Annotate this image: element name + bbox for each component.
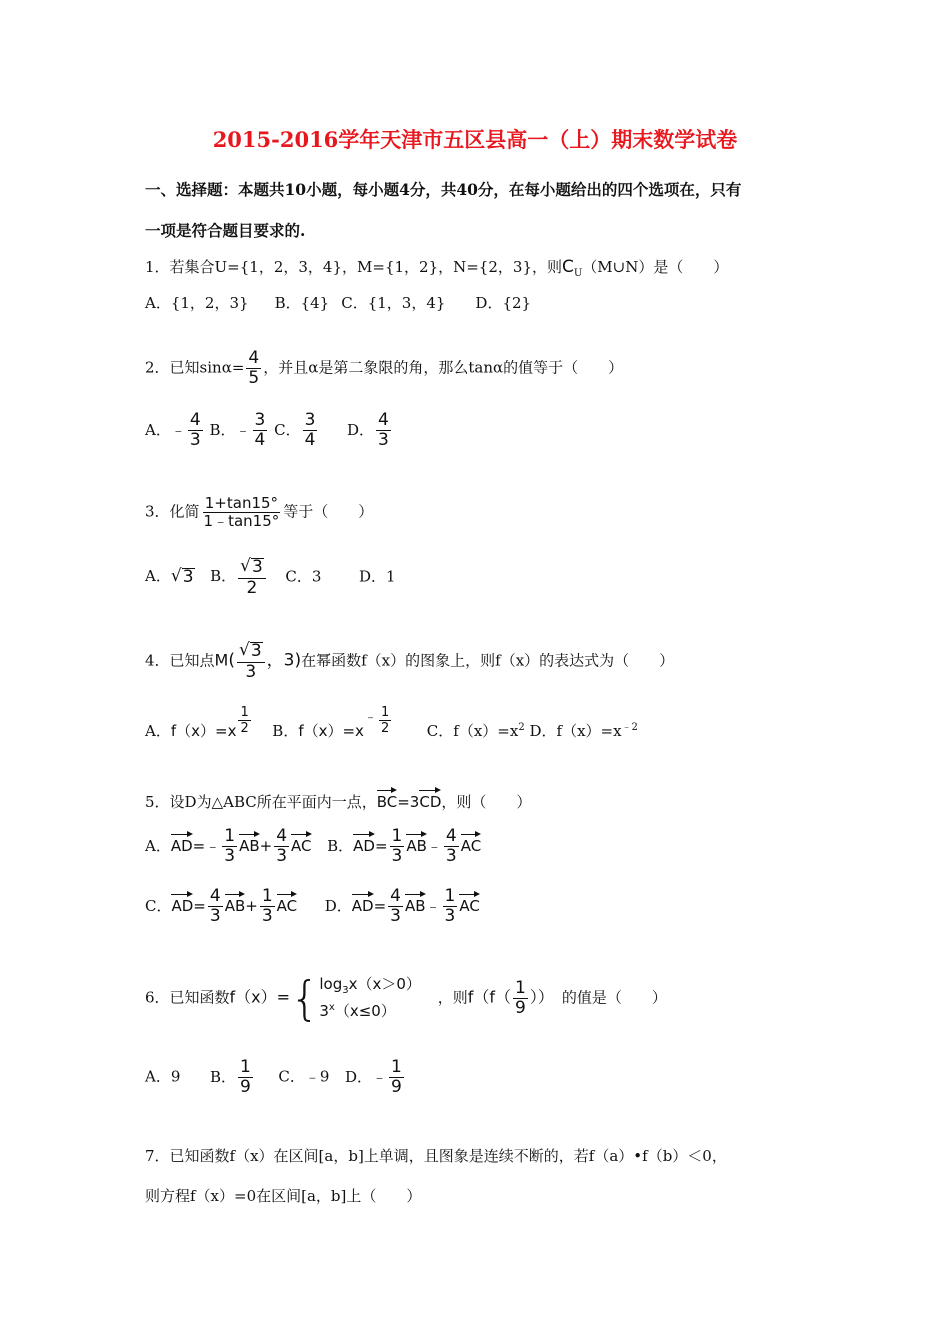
q5-option-b bbox=[327, 826, 482, 866]
equals: = bbox=[192, 836, 206, 855]
q6-option-a: A．9 bbox=[145, 1067, 181, 1086]
fraction-numerator: 4 bbox=[209, 886, 221, 906]
log-base: 3 bbox=[342, 985, 349, 996]
option-label: B． bbox=[209, 1067, 236, 1086]
exponent: 2 bbox=[518, 722, 525, 733]
q3-option-d: D．1 bbox=[358, 567, 396, 586]
fraction-denominator: 3 bbox=[224, 846, 236, 866]
vector-ad: AD bbox=[353, 831, 375, 855]
fraction bbox=[237, 642, 265, 681]
section-heading-line1: 一、选择题：本题共10小题，每小题4分，共40分，在每小题给出的四个选项在，只有 bbox=[145, 180, 742, 199]
fraction-numerator: 1 bbox=[261, 886, 273, 906]
q6-stem-a: 6．已知函数 bbox=[145, 988, 230, 1007]
fraction-numerator: 1 bbox=[391, 1057, 402, 1077]
q1-stem-b: （M∪N）是（ ） bbox=[582, 258, 729, 276]
q3-option-b bbox=[210, 556, 268, 598]
fraction-numerator: 1 bbox=[391, 826, 403, 846]
point-label: M bbox=[214, 650, 229, 670]
page-title: 2015-2016学年天津市五区县高一（上）期末数学试卷 bbox=[212, 127, 738, 152]
question-7-line2: 则方程f（x）=0在区间[a，b]上（ ） bbox=[145, 1187, 422, 1205]
option-label: B． bbox=[210, 567, 237, 586]
q4-option-b bbox=[272, 705, 393, 740]
fraction bbox=[246, 350, 261, 387]
fraction bbox=[202, 496, 282, 529]
vector-ab: AB bbox=[405, 891, 426, 915]
fraction-denominator: 4 bbox=[304, 430, 316, 450]
vector-ab: AB bbox=[406, 831, 427, 855]
q4-option-d bbox=[529, 722, 637, 740]
q6-stem-b: ，则 bbox=[437, 988, 468, 1007]
fraction-numerator: 1 bbox=[224, 826, 236, 846]
nested-function: f（f（ bbox=[467, 987, 511, 1007]
vector-ab: AB bbox=[225, 891, 246, 915]
fraction bbox=[260, 888, 275, 925]
q6-stem-c: 的值是（ ） bbox=[561, 988, 667, 1007]
q1-option-a: A．{1，2，3} bbox=[145, 294, 249, 312]
fraction-numerator: 3 bbox=[304, 410, 316, 430]
q4-stem-b: 在幂函数f（x）的图象上，则f（x）的表达式为（ ） bbox=[301, 651, 675, 670]
fraction-numerator: 1 bbox=[514, 977, 526, 998]
q1-options bbox=[145, 292, 531, 313]
option-label: B． bbox=[209, 420, 236, 439]
q5-options-row1 bbox=[145, 828, 481, 865]
minus-sign: ﹣ bbox=[372, 1067, 388, 1086]
option-label: A． bbox=[145, 836, 171, 855]
fraction-numerator: 1+tan15° bbox=[204, 494, 279, 512]
q5-stem-b: ，则（ ） bbox=[441, 793, 532, 811]
function-expr: f（x）=x bbox=[298, 722, 364, 740]
option-label: C． bbox=[274, 420, 301, 439]
q3-stem-a: 3．化简 bbox=[145, 502, 200, 521]
plus-sign: + bbox=[245, 896, 258, 915]
option-label: B． bbox=[272, 722, 299, 740]
q6-option-d bbox=[344, 1057, 406, 1097]
q5-option-c bbox=[145, 886, 298, 926]
q5-option-d bbox=[324, 886, 480, 926]
radicand: 3 bbox=[251, 557, 263, 577]
vector-bc: BC bbox=[377, 787, 398, 811]
question-2 bbox=[145, 350, 623, 387]
option-label: D． bbox=[347, 420, 375, 439]
option-label: D． bbox=[324, 896, 352, 915]
exponent: ﹣2 bbox=[621, 722, 638, 733]
function-expr: f（x）= bbox=[229, 987, 291, 1007]
exponent-fraction bbox=[379, 706, 391, 735]
q4-options bbox=[145, 706, 638, 741]
q6-options bbox=[145, 1059, 406, 1096]
q2-option-c bbox=[274, 410, 319, 450]
option-label: A． bbox=[145, 567, 171, 586]
q2-option-b bbox=[209, 410, 269, 450]
minus-sign: ﹣ bbox=[363, 710, 377, 725]
plus-sign: + bbox=[259, 836, 273, 855]
fraction-denominator: 3 bbox=[391, 846, 403, 866]
fraction-numerator: 4 bbox=[276, 826, 288, 846]
section-heading-line2: 一项是符合题目要求的. bbox=[145, 221, 306, 240]
fraction bbox=[444, 828, 459, 865]
fraction bbox=[390, 828, 405, 865]
power-exponent: x bbox=[328, 1002, 335, 1013]
fraction-numerator: 4 bbox=[378, 410, 389, 430]
fraction-denominator: 3 bbox=[276, 846, 288, 866]
sqrt-icon: √ 3 bbox=[240, 556, 263, 577]
q2-option-a bbox=[145, 410, 205, 450]
fraction-numerator: 4 bbox=[390, 886, 401, 906]
q3-option-c: C．3 bbox=[285, 567, 322, 586]
fraction bbox=[274, 828, 289, 865]
minus-sign: ﹣ bbox=[426, 836, 442, 855]
fraction-denominator: 3 bbox=[378, 430, 389, 450]
q4-option-c bbox=[427, 722, 525, 740]
case-1 bbox=[319, 972, 421, 999]
fraction-denominator: 3 bbox=[445, 846, 457, 866]
piecewise-cases bbox=[319, 972, 421, 1025]
vector-ac: AC bbox=[459, 891, 479, 915]
fraction-numerator bbox=[237, 642, 265, 663]
question-1 bbox=[145, 256, 728, 279]
question-5 bbox=[145, 787, 531, 812]
option-label: A． bbox=[145, 420, 171, 439]
coordinate-rest: ，3) bbox=[266, 650, 302, 671]
log-text: log bbox=[319, 975, 343, 993]
q5-options-row2 bbox=[145, 888, 480, 925]
question-6 bbox=[145, 972, 667, 1025]
q3-options bbox=[145, 558, 396, 597]
equals-three: =3 bbox=[397, 793, 420, 811]
q3-stem-b: 等于（ ） bbox=[283, 502, 374, 521]
vector-ad: AD bbox=[352, 891, 374, 915]
q2-stem-a: 2．已知sinα= bbox=[145, 358, 245, 377]
left-brace-icon: { bbox=[290, 971, 320, 1026]
fraction-denominator: 2 bbox=[240, 721, 249, 736]
option-label: B． bbox=[327, 836, 354, 855]
vector-ac: AC bbox=[291, 831, 311, 855]
q2-stem-b: ，并且α是第二象限的角，那么tanα的值等于（ ） bbox=[263, 358, 624, 377]
exponent-fraction bbox=[238, 706, 250, 735]
fraction-denominator: 5 bbox=[248, 368, 260, 388]
sqrt-icon: √ 3 bbox=[239, 640, 262, 661]
q6-option-c: C．﹣9 bbox=[278, 1067, 330, 1086]
case-1-rest: x（x＞0） bbox=[348, 975, 421, 993]
case-2 bbox=[319, 999, 421, 1025]
fraction bbox=[253, 412, 268, 449]
fraction bbox=[376, 412, 391, 449]
fraction-numerator bbox=[238, 558, 266, 579]
radicand: 3 bbox=[182, 567, 194, 587]
close-parens: ）） bbox=[529, 987, 554, 1007]
fraction bbox=[238, 558, 266, 597]
q1-option-b: B．{4} bbox=[274, 294, 330, 312]
fraction bbox=[208, 888, 223, 925]
q2-options bbox=[145, 412, 393, 449]
fraction-denominator: 9 bbox=[391, 1077, 402, 1097]
fraction-numerator: 1 bbox=[380, 705, 390, 720]
q1-stem-a: 1．若集合U={1，2，3，4}，M={1，2}，N={2，3}，则 bbox=[145, 258, 562, 276]
fraction-denominator: 2 bbox=[246, 577, 258, 598]
fraction-numerator: 4 bbox=[248, 348, 260, 368]
case-2-rest: （x≤0） bbox=[334, 1002, 396, 1020]
option-label: D．f（x）=x bbox=[529, 722, 622, 740]
fraction bbox=[389, 1059, 404, 1096]
open-paren: ( bbox=[228, 650, 235, 671]
fraction bbox=[388, 888, 403, 925]
fraction-numerator: 1 bbox=[239, 1057, 251, 1077]
function-expr: f（x）=x bbox=[170, 722, 237, 740]
q4-stem-a: 4．已知点 bbox=[145, 651, 215, 670]
fraction bbox=[188, 412, 203, 449]
fraction-numerator: 3 bbox=[254, 410, 266, 430]
complement-subscript: U bbox=[573, 268, 583, 279]
fraction-denominator: 3 bbox=[189, 430, 201, 450]
fraction-denominator: 3 bbox=[444, 906, 456, 926]
power-base: 3 bbox=[319, 1002, 329, 1020]
fraction-denominator: 2 bbox=[380, 721, 390, 736]
option-label: C． bbox=[145, 896, 172, 915]
vector-ab: AB bbox=[239, 831, 260, 855]
equals: = bbox=[193, 896, 206, 915]
fraction bbox=[222, 828, 237, 865]
q5-option-a bbox=[145, 826, 312, 866]
fraction bbox=[513, 977, 528, 1018]
option-label: D． bbox=[344, 1067, 372, 1086]
fraction-denominator: 3 bbox=[209, 906, 221, 926]
vector-ac: AC bbox=[277, 891, 297, 915]
fraction-denominator: 9 bbox=[239, 1077, 251, 1097]
question-3 bbox=[145, 496, 373, 529]
vector-ad: AD bbox=[171, 831, 193, 855]
vector-ac: AC bbox=[461, 831, 481, 855]
fraction-numerator: 4 bbox=[189, 410, 201, 430]
option-label: A． bbox=[145, 722, 171, 740]
q1-option-d: D．{2} bbox=[475, 294, 532, 312]
sqrt-icon: √ 3 bbox=[170, 566, 194, 587]
q6-option-b bbox=[209, 1057, 255, 1097]
fraction-denominator: 3 bbox=[261, 906, 273, 926]
vector-ad: AD bbox=[171, 891, 193, 915]
question-4 bbox=[145, 642, 674, 681]
minus-sign: ﹣ bbox=[425, 896, 441, 915]
equals: = bbox=[373, 896, 387, 915]
q4-option-a bbox=[145, 705, 253, 740]
equals: = bbox=[374, 836, 388, 855]
q1-option-c: C．{1，3，4} bbox=[341, 294, 446, 312]
fraction-numerator: 1 bbox=[240, 705, 249, 720]
q5-stem-a: 5．设D为△ABC所在平面内一点， bbox=[145, 793, 377, 811]
q3-option-a bbox=[145, 567, 195, 585]
q2-option-d bbox=[347, 410, 393, 450]
fraction bbox=[303, 412, 318, 449]
radicand: 3 bbox=[250, 641, 262, 661]
vector-cd: CD bbox=[419, 787, 441, 811]
complement-symbol: C bbox=[561, 257, 574, 277]
minus-sign: ﹣ bbox=[170, 420, 186, 439]
fraction-denominator: 4 bbox=[254, 430, 266, 450]
option-label: C．f（x）=x bbox=[426, 722, 519, 740]
question-7-line1: 7．已知函数f（x）在区间[a，b]上单调，且图象是连续不断的，若f（a）•f（b）＜0， bbox=[145, 1147, 727, 1165]
minus-sign: ﹣ bbox=[235, 420, 251, 439]
fraction-denominator: 3 bbox=[245, 661, 257, 682]
fraction-numerator: 4 bbox=[445, 826, 457, 846]
fraction-denominator: 1﹣tan15° bbox=[203, 512, 280, 530]
fraction bbox=[443, 888, 458, 925]
fraction bbox=[238, 1059, 253, 1096]
minus-sign: ﹣ bbox=[205, 836, 221, 855]
fraction-numerator: 1 bbox=[444, 886, 456, 906]
fraction-denominator: 9 bbox=[514, 997, 526, 1018]
fraction-denominator: 3 bbox=[390, 906, 401, 926]
